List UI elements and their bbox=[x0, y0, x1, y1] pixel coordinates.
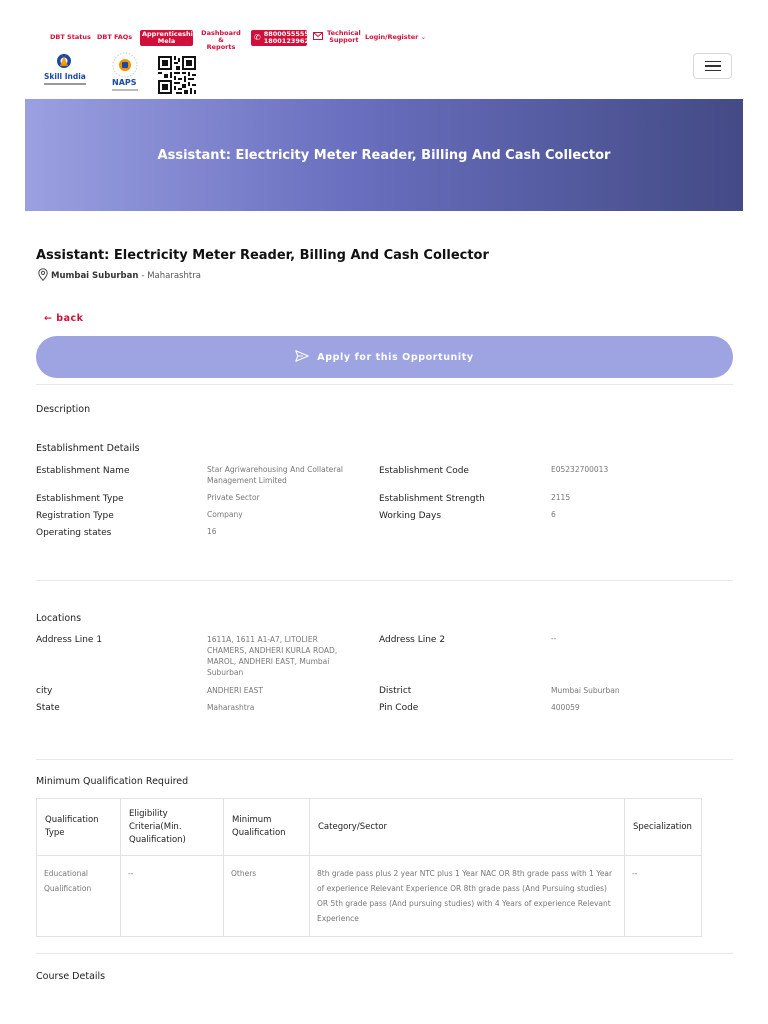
establishment-code-value: E05232700013 bbox=[551, 465, 609, 474]
establishment-type-value: Private Sector bbox=[207, 493, 260, 502]
table-cell: -- bbox=[121, 856, 224, 937]
hamburger-icon-line bbox=[705, 70, 721, 72]
chevron-down-icon: ⌄ bbox=[420, 33, 427, 41]
naps-text: NAPS bbox=[112, 78, 137, 87]
establishment-name-value bbox=[207, 464, 357, 486]
naps-logo[interactable] bbox=[105, 52, 145, 94]
district-label: District bbox=[379, 686, 412, 696]
send-icon bbox=[295, 350, 309, 365]
table-cell: Others bbox=[224, 856, 310, 937]
apply-label: Apply for this Opportunity bbox=[317, 351, 474, 363]
registration-type-value: Company bbox=[207, 510, 243, 519]
dbt-faqs-link[interactable]: DBT FAQs bbox=[97, 33, 133, 41]
menu-toggle-button[interactable] bbox=[693, 53, 732, 79]
dbt-status-link[interactable]: DBT Status bbox=[50, 33, 91, 41]
qr-code bbox=[158, 56, 196, 94]
description-heading: Description bbox=[36, 404, 91, 415]
establishment-heading: Establishment Details bbox=[36, 443, 140, 454]
pin-code-value: 400059 bbox=[551, 703, 580, 712]
hamburger-icon-line bbox=[705, 61, 721, 63]
technical-support-link[interactable] bbox=[313, 30, 361, 44]
logo-bar bbox=[38, 52, 208, 96]
table-row bbox=[37, 856, 702, 937]
column-header: Eligibility Criteria(Min. Qualification) bbox=[121, 799, 224, 856]
arrow-left-icon: ← bbox=[44, 313, 53, 324]
table-cell: Educational Qualification bbox=[37, 856, 121, 937]
job-title: Assistant: Electricity Meter Reader, Billing And Cash Collector bbox=[36, 248, 489, 263]
column-header: Minimum Qualification bbox=[224, 799, 310, 856]
table-cell: -- bbox=[625, 856, 702, 937]
address-line-1-label: Address Line 1 bbox=[36, 635, 103, 645]
divider bbox=[36, 759, 733, 760]
dashboard-reports-link[interactable] bbox=[198, 30, 244, 51]
divider bbox=[36, 580, 733, 581]
address-line-2-label: Address Line 2 bbox=[379, 635, 446, 645]
top-nav bbox=[0, 28, 768, 50]
address-line-1-value bbox=[207, 634, 357, 678]
table-header-row bbox=[37, 799, 702, 856]
operating-states-label: Operating states bbox=[36, 528, 112, 538]
apprenticeship-mela-label-2: Mela bbox=[157, 37, 176, 45]
helpline-link[interactable] bbox=[251, 30, 307, 46]
registration-type-label: Registration Type bbox=[36, 511, 114, 521]
back-label: back bbox=[56, 313, 84, 324]
address-line-1-part-2: CHAMERS, ANDHERI KURLA ROAD, bbox=[207, 646, 338, 655]
table-cell: 8th grade pass plus 2 year NTC plus 1 Year NAC OR 8th grade pass with 1 Year of experience Relevant Experience OR 8th grade pass (And Pursuing studies) OR 5th grade pass (And pursuing studies) with 4 Years of experience Relevant Experience bbox=[310, 856, 625, 937]
skill-india-tagline bbox=[44, 83, 86, 85]
tech-support-label-1: Technical bbox=[327, 29, 361, 37]
mail-icon bbox=[313, 32, 323, 42]
address-line-1-part-3: MAROL, ANDHERI EAST, Mumbai bbox=[207, 657, 330, 666]
column-header: Specialization bbox=[625, 799, 702, 856]
city-value: ANDHERI EAST bbox=[207, 686, 263, 695]
establishment-strength-value: 2115 bbox=[551, 493, 571, 502]
apprenticeship-mela-label-1: Apprenticeship bbox=[142, 30, 198, 38]
address-line-1-part-4: Suburban bbox=[207, 668, 244, 677]
hero-title: Assistant: Electricity Meter Reader, Billing And Cash Collector bbox=[157, 147, 611, 163]
state-value: Maharashtra bbox=[207, 703, 255, 712]
address-line-1-part-1: 1611A, 1611 A1-A7, LITOLIER bbox=[207, 635, 318, 644]
tech-support-label-2: Support bbox=[329, 36, 359, 44]
naps-tagline bbox=[112, 89, 138, 91]
hero-banner bbox=[25, 99, 743, 211]
dashboard-label-1: Dashboard & bbox=[201, 29, 241, 44]
login-label: Login/Register bbox=[365, 33, 419, 41]
apply-button[interactable] bbox=[36, 336, 733, 378]
establishment-name-line-2: Management Limited bbox=[207, 476, 287, 485]
phone-number-1: 8800055555 bbox=[263, 30, 309, 38]
login-register-link[interactable] bbox=[365, 33, 426, 41]
column-header: Category/Sector bbox=[310, 799, 625, 856]
operating-states-value: 16 bbox=[207, 527, 217, 536]
dashboard-label-2: Reports bbox=[206, 43, 236, 51]
establishment-type-label: Establishment Type bbox=[36, 494, 124, 504]
map-pin-icon bbox=[38, 268, 48, 284]
establishment-code-label: Establishment Code bbox=[379, 466, 469, 476]
state-label: State bbox=[36, 703, 60, 713]
district-value: Mumbai Suburban bbox=[551, 686, 620, 695]
phone-icon: ✆ bbox=[254, 33, 261, 42]
column-header: Qualification Type bbox=[37, 799, 121, 856]
apprenticeship-mela-link[interactable] bbox=[140, 30, 198, 46]
phone-number-2: 1800123962 bbox=[263, 37, 309, 45]
divider bbox=[36, 953, 733, 954]
job-location bbox=[38, 268, 201, 284]
hamburger-icon-line bbox=[705, 65, 721, 67]
establishment-name-label: Establishment Name bbox=[36, 466, 130, 476]
address-line-2-value: -- bbox=[551, 634, 557, 643]
city-label: city bbox=[36, 686, 53, 696]
locations-heading: Locations bbox=[36, 613, 82, 624]
qualification-heading: Minimum Qualification Required bbox=[36, 776, 189, 787]
course-details-heading: Course Details bbox=[36, 971, 106, 982]
qualification-table bbox=[36, 798, 702, 937]
job-state: - Maharashtra bbox=[141, 271, 201, 281]
back-link[interactable] bbox=[44, 313, 83, 324]
skill-india-text: Skill India bbox=[44, 72, 86, 81]
divider bbox=[36, 384, 733, 385]
pin-code-label: Pin Code bbox=[379, 703, 419, 713]
skill-india-logo[interactable] bbox=[40, 52, 88, 94]
working-days-label: Working Days bbox=[379, 511, 442, 521]
working-days-value: 6 bbox=[551, 510, 556, 519]
establishment-strength-label: Establishment Strength bbox=[379, 494, 485, 504]
establishment-name-line-1: Star Agriwarehousing And Collateral bbox=[207, 465, 344, 474]
job-city: Mumbai Suburban bbox=[51, 271, 139, 281]
